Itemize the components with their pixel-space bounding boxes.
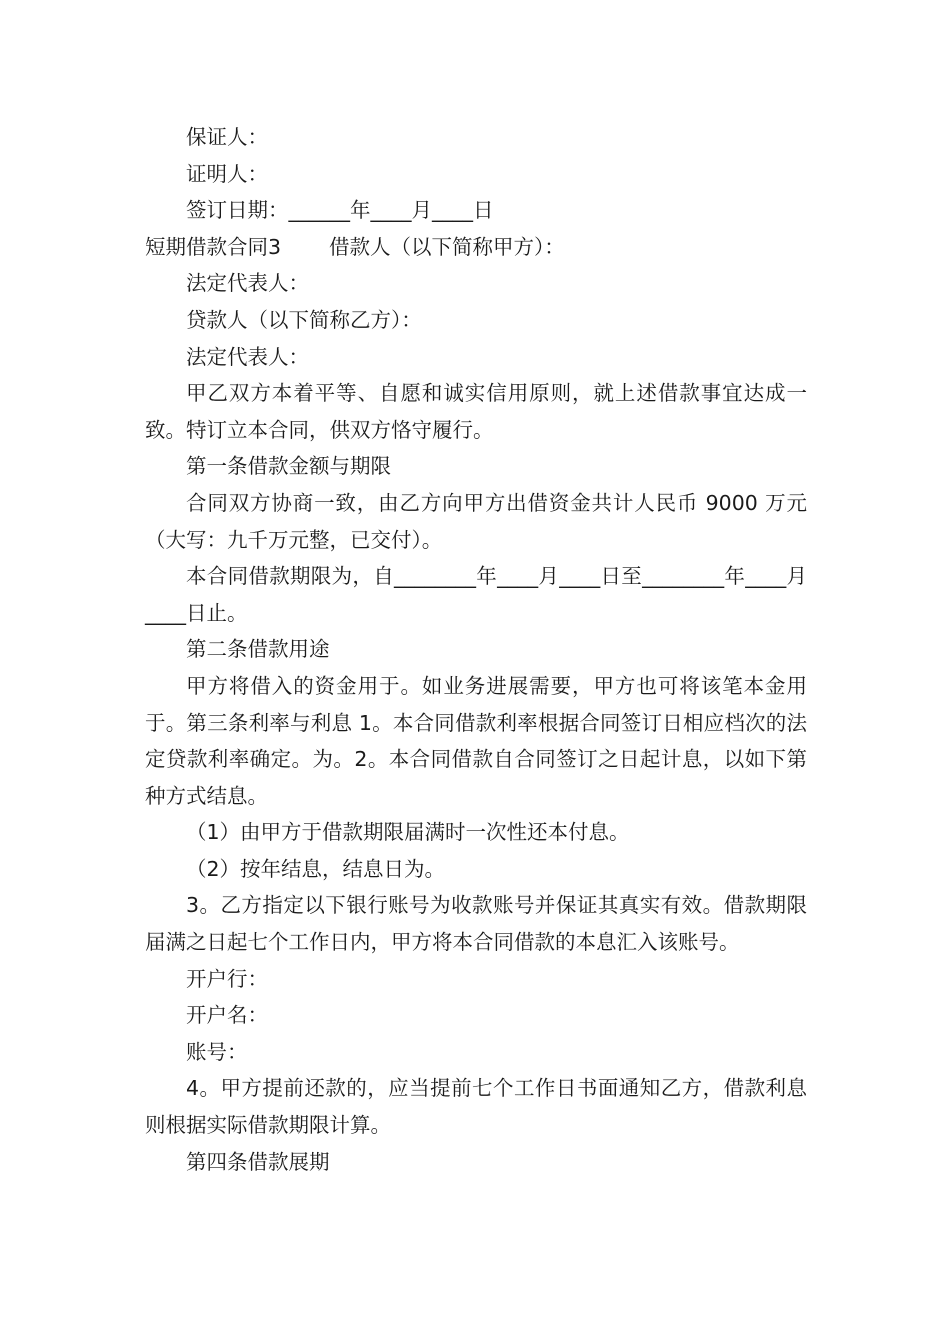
legal-representative-line: 法定代表人： <box>186 271 309 296</box>
loan-purpose-paragraph: 甲方将借入的资金用于。如业务进展需要，甲方也可将该笔本金用于。第三条利率与利息 1。本合同借款利率根据合同签订日相应档次的法定贷款利率确定。为。2。本合同借款自合同签订之日起计息，以如下第种方式结息。 <box>145 673 807 808</box>
contract-title: 短期借款合同3 <box>145 234 282 259</box>
lender-line: 贷款人（以下简称乙方）： <box>186 307 422 332</box>
loan-amount-paragraph: 合同双方协商一致，由乙方向甲方出借资金共计人民币 9000 万元（大写：九千万元整，已交付）。 <box>145 490 807 552</box>
article-heading: 第四条借款展期 <box>186 1149 330 1174</box>
preamble-paragraph: 甲乙双方本着平等、自愿和诚实信用原则，就上述借款事宜达成一致。特订立本合同，供双方恪守履行。 <box>145 381 807 442</box>
account-name-line: 开户名： <box>186 1003 268 1028</box>
interest-option: （1）由甲方于借款期限届满时一次性还本付息。 <box>186 820 630 845</box>
article-heading: 第一条借款金额与期限 <box>186 454 391 479</box>
legal-representative-line: 法定代表人： <box>186 344 309 369</box>
early-repayment-clause: 4。甲方提前还款的，应当提前七个工作日书面通知乙方，借款利息则根据实际借款期限计算。 <box>145 1076 807 1138</box>
borrower-label: 借款人（以下简称甲方）： <box>329 234 565 259</box>
guarantor-line: 保证人： <box>186 125 268 149</box>
contract-title-line <box>145 229 807 266</box>
witness-line: 证明人： <box>186 161 268 186</box>
loan-term-paragraph: 本合同借款期限为，自________年____月____日至________年____月____日止。 <box>145 564 807 625</box>
bank-account-clause: 3。乙方指定以下银行账号为收款账号并保证其真实有效。借款期限届满之日起七个工作日内，甲方将本合同借款的本息汇入该账号。 <box>145 893 807 955</box>
document-page <box>145 119 807 1180</box>
article-heading: 第二条借款用途 <box>186 637 330 662</box>
bank-line: 开户行： <box>186 966 268 991</box>
signing-date-line: 签订日期：______年____月____日 <box>186 198 494 223</box>
account-number-line: 账号： <box>186 1039 248 1064</box>
interest-option: （2）按年结息，结息日为。 <box>186 856 446 881</box>
